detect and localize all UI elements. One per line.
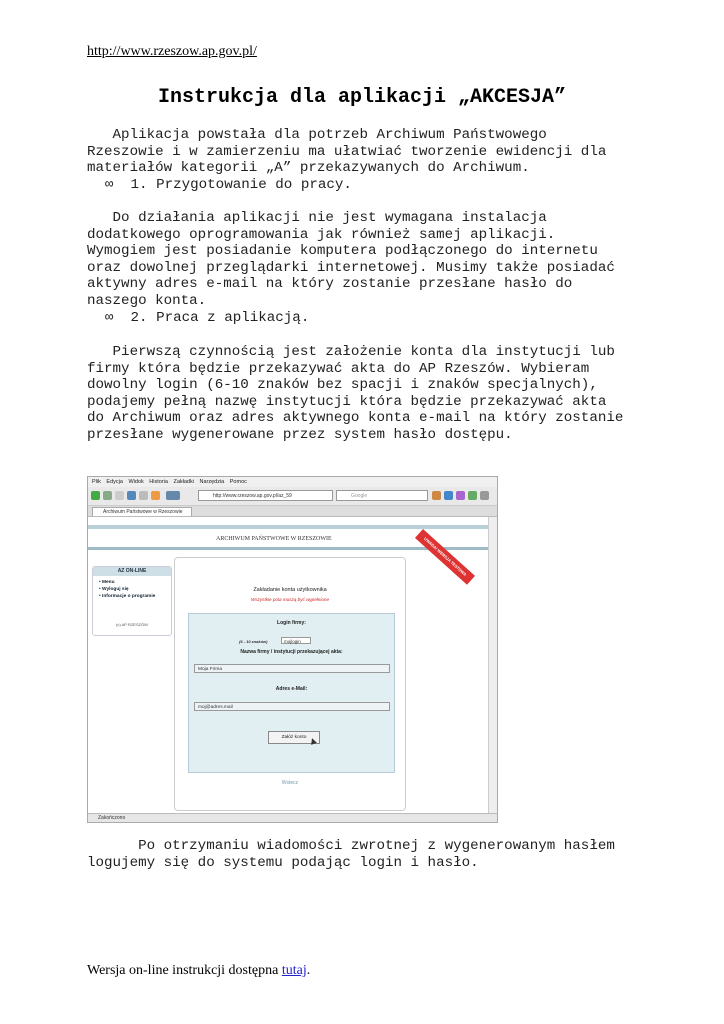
menu-icon[interactable] — [480, 491, 489, 500]
reload-icon[interactable] — [127, 491, 136, 500]
sidebar-item-menu[interactable]: • Menu — [99, 580, 115, 585]
bullet-working: ∞ 2. Praca z aplikacją. — [105, 310, 310, 326]
bookmarks-icon[interactable] — [166, 491, 180, 500]
sidebar-copyright: (c) AP RZESZÓW — [116, 622, 148, 627]
section-preparation-paragraph: Do działania aplikacji nie jest wymagana instalacja dodatkowego oprogramowania jak również samej aplikacji. Wymogiem jest posiadanie komputera podłączonego do internetu oraz dowolnej przeglądarki internetowej. Musimy także posiadać aktywny adres e-mail na który zostanie przesłane hasło do naszego konta. — [87, 210, 615, 309]
footer-link[interactable]: tutaj — [281, 963, 307, 978]
search-bar[interactable]: Google — [336, 490, 428, 501]
header-band-top — [88, 525, 489, 529]
menu-zakladki[interactable]: Zakładki — [173, 479, 194, 485]
registration-panel — [174, 557, 406, 811]
bullet-preparation: ∞ 1. Przygotowanie do pracy. — [105, 177, 352, 193]
footer — [87, 963, 310, 979]
sidebar — [92, 566, 172, 636]
menu-widok[interactable]: Widok — [128, 479, 144, 485]
menu-pomoc[interactable]: Pomoc — [229, 479, 247, 485]
sidebar-item-logout[interactable]: • Wyloguj się — [99, 587, 129, 592]
browser-menubar — [88, 477, 497, 487]
registration-form — [188, 613, 395, 773]
email-input[interactable]: moj@adres.mail — [194, 702, 390, 711]
after-screenshot-paragraph: Po otrzymaniu wiadomości zwrotnej z wygenerowanym hasłem logujemy się do systemu podając login i hasło. — [87, 838, 615, 871]
company-name-input[interactable]: Moja Firma — [194, 664, 390, 673]
footer-period: . — [306, 963, 311, 978]
addon-icon[interactable] — [432, 491, 441, 500]
embedded-screenshot — [87, 476, 498, 823]
section-working-paragraph: Pierwszą czynnością jest założenie konta dla instytucji lub firmy która będzie przekazywać akta do AP Rzeszów. Wybieram dowolny login (6-10 znaków bez spacji i znaków specjalnych), podajemy pełną nazwę instytucji która będzie przekazywać akta do Archiwum oraz adres aktywnego konta e-mail na który zostanie przesłane wygenerowane przez system hasło dostępu. — [87, 344, 624, 443]
paint-icon[interactable] — [456, 491, 465, 500]
stop-icon[interactable] — [139, 491, 148, 500]
site-header: ARCHIWUM PAŃSTWOWE W RZESZOWIE — [216, 536, 332, 542]
extension-icon[interactable] — [468, 491, 477, 500]
menu-plik[interactable]: Plik — [92, 479, 101, 485]
menu-narzedzia[interactable]: Narzędzia — [199, 479, 225, 485]
login-hint: (6 - 10 znaków) — [239, 639, 268, 644]
sidebar-title: AZ ON-LINE — [93, 567, 171, 576]
menu-edycja[interactable]: Edycja — [106, 479, 123, 485]
browser-toolbar — [88, 487, 497, 506]
test-version-banner: UWAGA! WERSJA TESTOWA — [415, 529, 475, 585]
sidebar-item-info[interactable]: • Informacje o programie — [99, 594, 156, 599]
header-url-link[interactable]: http://www.rzeszow.ap.gov.pl/ — [87, 44, 257, 59]
login-input[interactable]: mojlogin — [281, 637, 311, 644]
page-scrollbar[interactable] — [488, 517, 497, 813]
form-required-note: Wszystkie pola muszą być wypełnione — [250, 597, 330, 602]
create-account-button[interactable]: Załóż konto — [268, 731, 320, 744]
translate-icon[interactable] — [444, 491, 453, 500]
forward-icon[interactable] — [103, 491, 112, 500]
company-name-label: Nazwa firmy / instytucji przekazującej akta: — [240, 649, 343, 655]
intro-paragraph: Aplikacja powstała dla potrzeb Archiwum Państwowego Rzeszowie i w zamierzeniu ma ułatwiać tworzenie ewidencji dla materiałów kategorii „A” przekazywanych do Archiwum. — [87, 127, 607, 177]
page-view — [88, 517, 489, 813]
form-title: Zakładanie konta użytkownika — [253, 587, 327, 593]
back-link[interactable]: Wstecz — [281, 780, 299, 786]
tab-strip — [88, 506, 497, 517]
dropdown-icon[interactable] — [115, 491, 124, 500]
menu-historia[interactable]: Historia — [149, 479, 168, 485]
back-icon[interactable] — [91, 491, 100, 500]
login-label: Login firmy: — [277, 620, 306, 626]
address-bar[interactable]: http://www.rzeszow.ap.gov.pl/az_59 — [198, 490, 333, 501]
home-icon[interactable] — [151, 491, 160, 500]
footer-text: Wersja on-line instrukcji dostępna — [87, 963, 282, 978]
tab-archiwum[interactable]: Archiwum Państwowe w Rzeszowie — [92, 507, 192, 516]
document-title: Instrukcja dla aplikacji „AKCESJA” — [157, 86, 567, 109]
email-label: Adres e-Mail: — [275, 686, 308, 692]
status-bar: Zakończono — [88, 813, 497, 822]
